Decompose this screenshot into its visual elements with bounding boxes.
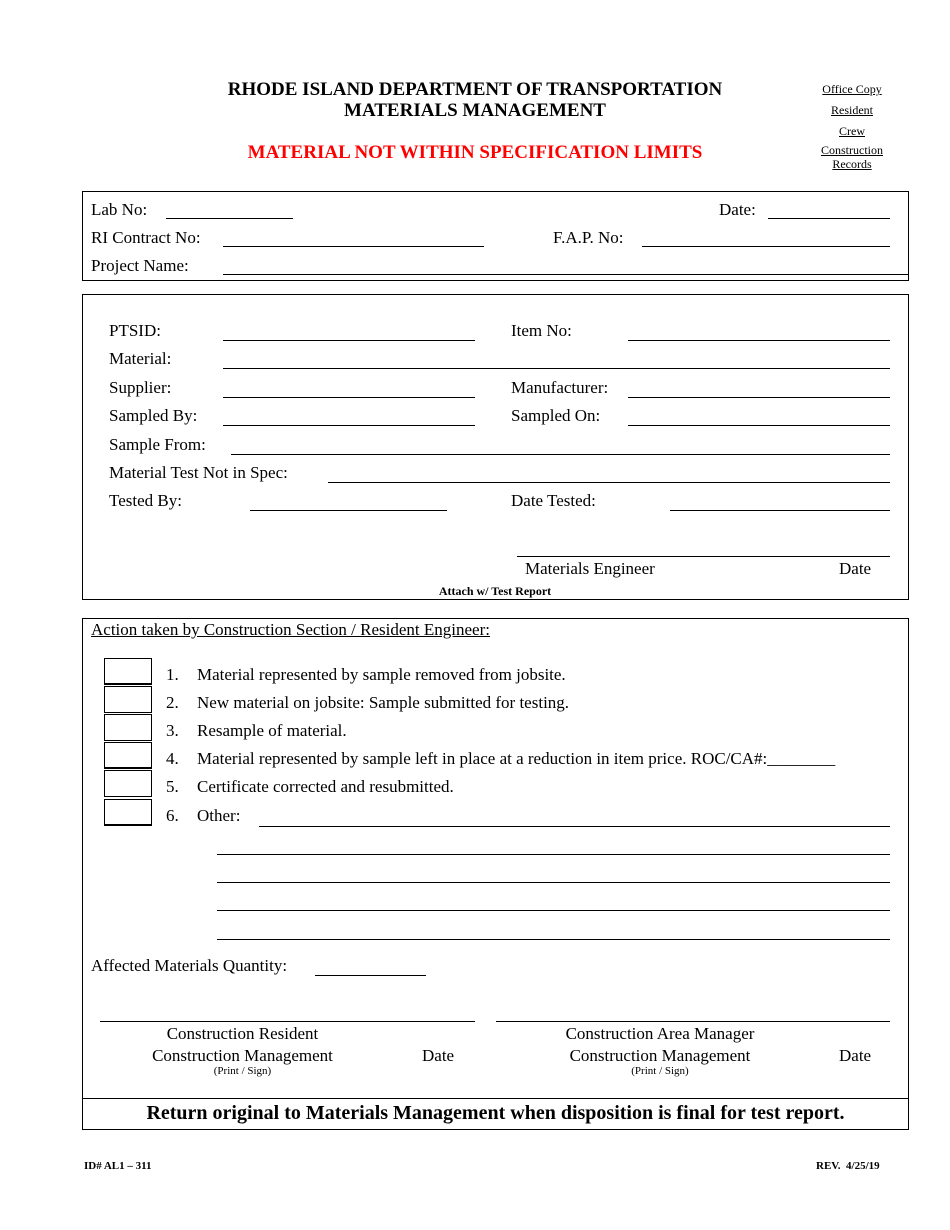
materials-engineer-signature-line[interactable] <box>517 556 890 557</box>
action-1-number: 1. <box>166 665 179 684</box>
resident-signature-line[interactable] <box>100 1021 475 1022</box>
dist-records: Records <box>832 157 872 171</box>
lab-no-label: Lab No: <box>91 200 148 219</box>
sample-from-field[interactable] <box>231 454 890 455</box>
date-field[interactable] <box>768 218 890 219</box>
form-id: ID# AL1 – 311 <box>84 1160 152 1172</box>
date-tested-label: Date Tested: <box>511 491 596 510</box>
area-manager-print-sign: (Print / Sign) <box>631 1065 689 1077</box>
material-test-label: Material Test Not in Spec: <box>109 463 288 482</box>
revision-date: REV. 4/25/19 <box>816 1160 880 1172</box>
other-line-3[interactable] <box>217 882 890 883</box>
dist-resident: Resident <box>831 103 873 117</box>
dist-construction: Construction <box>821 143 883 157</box>
sampled-by-label: Sampled By: <box>109 406 198 425</box>
material-label: Material: <box>109 349 172 368</box>
fap-no-label: F.A.P. No: <box>553 228 624 247</box>
action-6-text: Other: <box>197 806 241 825</box>
area-manager-signature-line[interactable] <box>496 1021 890 1022</box>
action-2-checkbox[interactable] <box>104 686 152 713</box>
affected-quantity-field[interactable] <box>315 975 426 976</box>
date-label: Date: <box>719 200 756 219</box>
action-2-text: New material on jobsite: Sample submitted for testing. <box>197 693 570 712</box>
supplier-label: Supplier: <box>109 378 172 397</box>
resident-date-label: Date <box>422 1046 455 1065</box>
action-4-text: Material represented by sample left in place at a reduction in item price. ROC/CA#:________ <box>197 749 836 768</box>
project-info-box <box>82 191 909 281</box>
ptsid-label: PTSID: <box>109 321 161 340</box>
item-no-label: Item No: <box>511 321 572 340</box>
other-line-2[interactable] <box>217 854 890 855</box>
project-name-field[interactable] <box>223 274 908 275</box>
dist-crew: Crew <box>839 124 865 138</box>
form-title: MATERIAL NOT WITHIN SPECIFICATION LIMITS <box>247 142 703 163</box>
attach-note: Attach w/ Test Report <box>438 584 552 598</box>
fap-no-field[interactable] <box>642 246 890 247</box>
action-5-number: 5. <box>166 777 179 796</box>
sample-from-label: Sample From: <box>109 435 206 454</box>
material-field[interactable] <box>223 368 890 369</box>
manufacturer-field[interactable] <box>628 397 890 398</box>
action-5-checkbox[interactable] <box>104 770 152 797</box>
action-2-number: 2. <box>166 693 179 712</box>
area-manager-date-label: Date <box>839 1046 872 1065</box>
lab-no-field[interactable] <box>166 218 293 219</box>
agency-name: RHODE ISLAND DEPARTMENT OF TRANSPORTATION <box>227 79 723 100</box>
area-manager-title: Construction Area Manager <box>565 1024 755 1043</box>
action-1-checkbox[interactable] <box>104 658 152 685</box>
manufacturer-label: Manufacturer: <box>511 378 609 397</box>
return-note-divider <box>82 1098 909 1099</box>
area-manager-dept: Construction Management <box>569 1046 751 1065</box>
action-4-checkbox[interactable] <box>104 742 152 769</box>
action-1-text: Material represented by sample removed from jobsite. <box>197 665 566 684</box>
action-3-number: 3. <box>166 721 179 740</box>
sampled-by-field[interactable] <box>223 425 475 426</box>
supplier-field[interactable] <box>223 397 475 398</box>
action-3-checkbox[interactable] <box>104 714 152 741</box>
other-line-5[interactable] <box>217 939 890 940</box>
resident-print-sign: (Print / Sign) <box>213 1065 272 1077</box>
material-test-field[interactable] <box>328 482 890 483</box>
resident-title: Construction Resident <box>166 1024 319 1043</box>
date-tested-field[interactable] <box>670 510 890 511</box>
ri-contract-field[interactable] <box>223 246 484 247</box>
action-6-number: 6. <box>166 806 179 825</box>
other-field[interactable] <box>259 826 890 827</box>
other-line-4[interactable] <box>217 910 890 911</box>
action-4-number: 4. <box>166 749 179 768</box>
project-name-label: Project Name: <box>91 256 189 275</box>
resident-dept: Construction Management <box>152 1046 333 1065</box>
return-note: Return original to Materials Management when disposition is final for test report. <box>146 1102 845 1124</box>
division-name: MATERIALS MANAGEMENT <box>344 100 606 121</box>
ptsid-field[interactable] <box>223 340 475 341</box>
sampled-on-label: Sampled On: <box>511 406 601 425</box>
tested-by-field[interactable] <box>250 510 447 511</box>
engineer-date-label: Date <box>839 559 872 578</box>
materials-engineer-label: Materials Engineer <box>525 559 655 578</box>
action-6-checkbox[interactable] <box>104 799 152 826</box>
action-5-text: Certificate corrected and resubmitted. <box>197 777 454 796</box>
action-3-text: Resample of material. <box>197 721 347 740</box>
ri-contract-label: RI Contract No: <box>91 228 201 247</box>
actions-heading: Action taken by Construction Section / Resident Engineer: <box>91 620 490 639</box>
dist-office-copy: Office Copy <box>822 82 882 96</box>
affected-quantity-label: Affected Materials Quantity: <box>91 956 288 975</box>
sampled-on-field[interactable] <box>628 425 890 426</box>
tested-by-label: Tested By: <box>109 491 182 510</box>
item-no-field[interactable] <box>628 340 890 341</box>
